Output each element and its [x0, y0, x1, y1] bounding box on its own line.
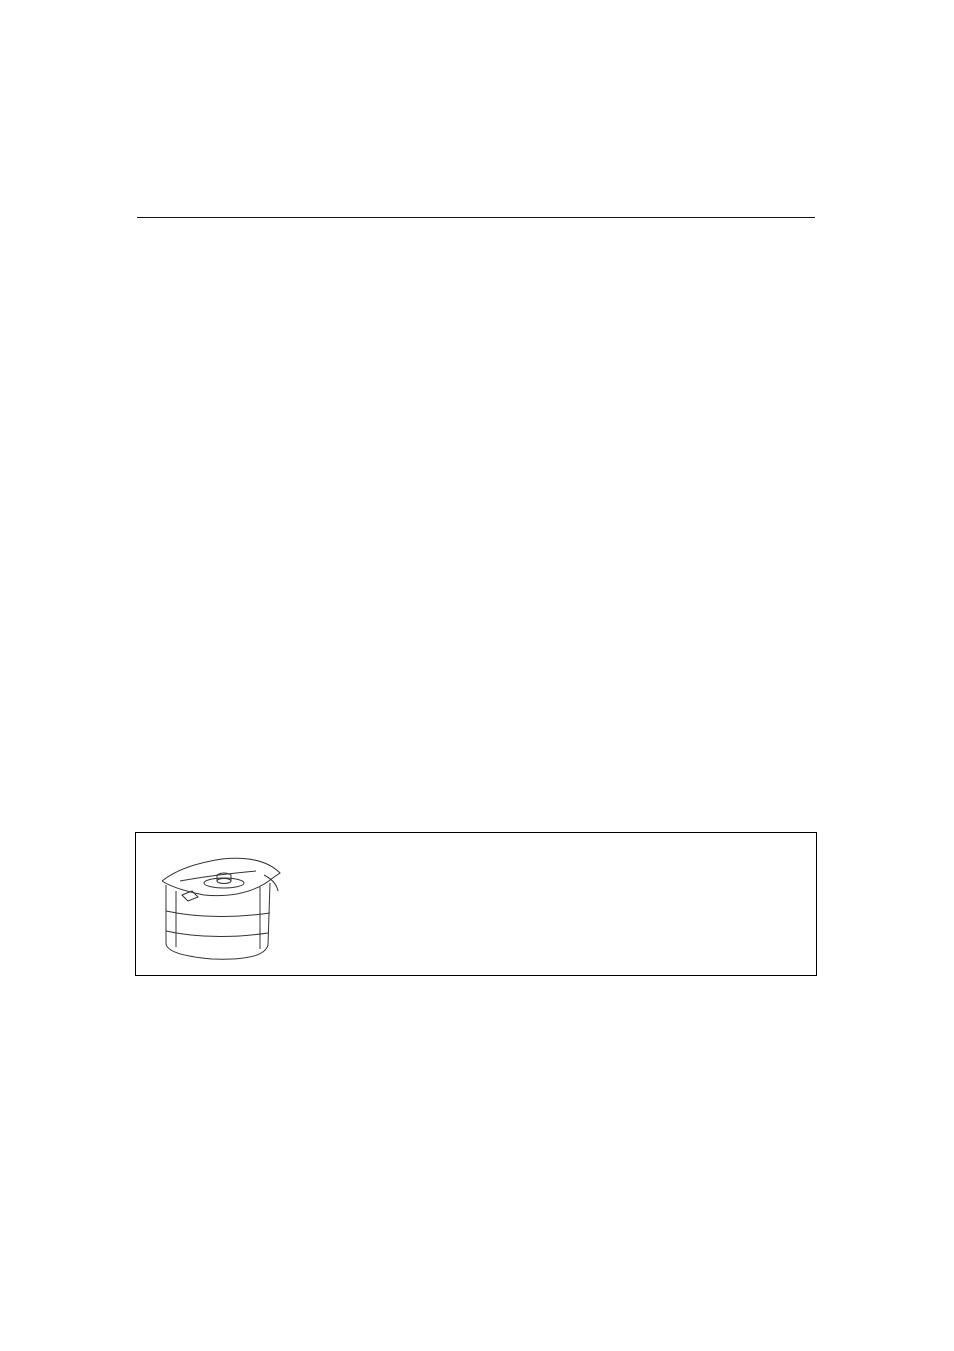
microwave-dish-icon: [152, 851, 292, 963]
section-title: [137, 215, 815, 218]
notice-box: [135, 832, 817, 976]
